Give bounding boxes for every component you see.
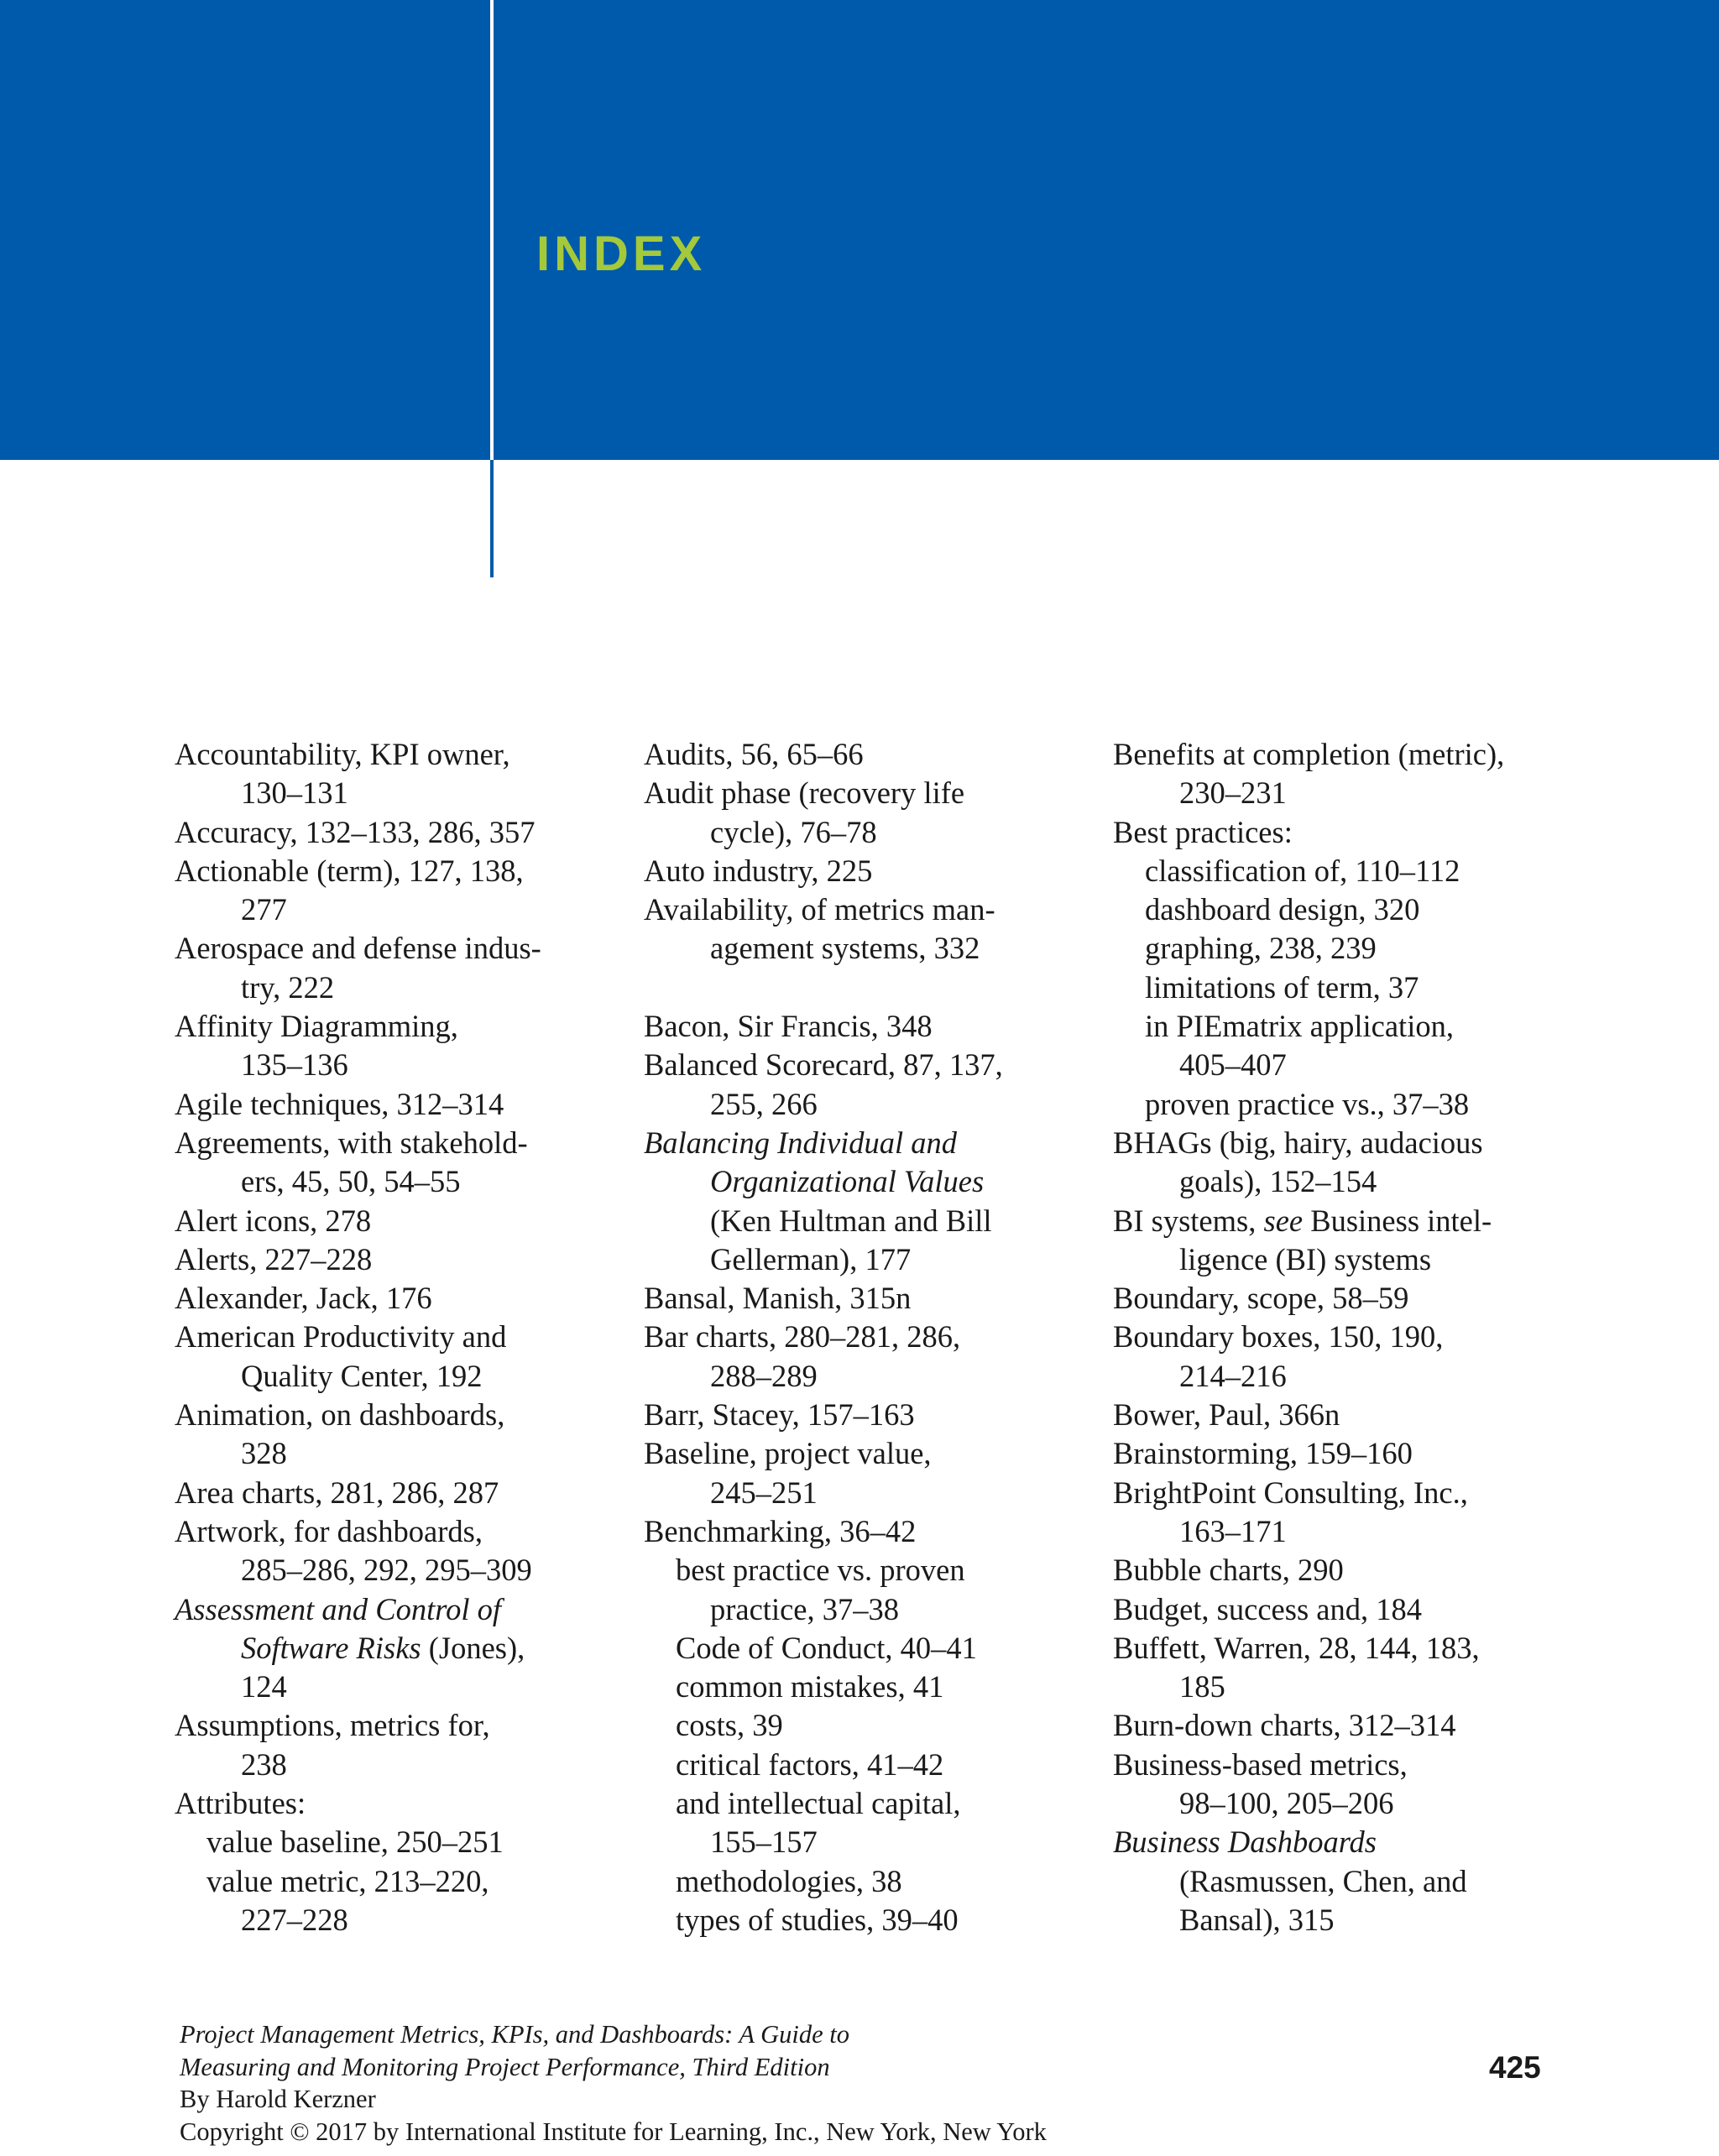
index-entry-text: Area charts, 281, 286, 287: [175, 1475, 499, 1510]
index-column-3: [1113, 735, 1566, 1939]
index-entry-text: Audits, 56, 65–66: [644, 737, 864, 771]
index-entry-text: classification of, 110–112: [1145, 853, 1460, 888]
index-entry-text: Bansal), 315: [1179, 1902, 1335, 1937]
copyright-line: Copyright © 2017 by International Institute for Learning, Inc., New York, New York: [180, 2117, 1047, 2146]
index-entry-line: [175, 1551, 611, 1590]
index-entry-line: [175, 1357, 611, 1396]
index-entry-text: BI systems,: [1113, 1203, 1264, 1238]
index-entry-text: (Jones),: [421, 1630, 525, 1665]
index-entry-line: [175, 1706, 611, 1745]
index-entry-text: Artwork, for dashboards,: [175, 1513, 483, 1548]
index-entry-line: [644, 1784, 1080, 1823]
index-entry-text: in PIEmatrix application,: [1145, 1009, 1454, 1044]
index-entry-line: [175, 1240, 611, 1279]
index-entry-line: [644, 1590, 1080, 1629]
index-entry-line: [1113, 1590, 1566, 1629]
index-entry-line: [1113, 1862, 1566, 1901]
index-entry-text: Aerospace and defense indus-: [175, 931, 541, 966]
index-entry-text: Best practices:: [1113, 814, 1293, 849]
footer-citation: [180, 2018, 1271, 2148]
index-entry-text: American Productivity and: [175, 1319, 507, 1355]
index-entry-line: [1113, 813, 1566, 852]
index-entry-text: 230–231: [1179, 775, 1287, 811]
index-column-2: [644, 735, 1080, 1939]
index-entry-text: Agreements, with stakehold-: [175, 1125, 528, 1160]
index-entry-line: [1113, 1279, 1566, 1318]
index-entry-line: [1113, 1706, 1566, 1745]
index-entry-text: Alerts, 227–228: [175, 1241, 373, 1276]
index-entry-text: best practice vs. proven: [676, 1553, 965, 1588]
index-entry-text: 98–100, 205–206: [1179, 1786, 1394, 1821]
index-entry-line: [644, 1551, 1080, 1590]
index-entry-text: Accountability, KPI owner,: [175, 737, 510, 771]
index-entry-italic: Business Dashboards: [1113, 1825, 1377, 1860]
index-entry-text: Business intel-: [1303, 1203, 1492, 1238]
index-entry-text: goals), 152–154: [1179, 1164, 1377, 1199]
index-entry-text: 214–216: [1179, 1358, 1287, 1393]
index-entry-line: [1113, 1007, 1566, 1046]
index-entry-line: [644, 1474, 1080, 1512]
index-entry-line: [644, 1901, 1080, 1939]
index-entry-line: [1113, 1396, 1566, 1434]
index-entry-text: Code of Conduct, 40–41: [676, 1630, 977, 1665]
index-entry-line: [644, 1240, 1080, 1279]
index-entry-line: [644, 1862, 1080, 1901]
index-entry-italic: Organizational Values: [710, 1164, 985, 1199]
index-spacer: [644, 968, 1080, 1007]
index-entry-text: Actionable (term), 127, 138,: [175, 853, 524, 888]
index-entry-line: [175, 1046, 611, 1084]
index-entry-text: 285–286, 292, 295–309: [241, 1553, 532, 1588]
index-entry-text: Agile techniques, 312–314: [175, 1086, 504, 1121]
index-entry-text: Bubble charts, 290: [1113, 1553, 1344, 1588]
index-entry-line: [644, 1202, 1080, 1240]
index-entry-line: [1113, 852, 1566, 890]
index-entry-text: 155–157: [710, 1825, 818, 1860]
index-entry-line: [644, 1823, 1080, 1861]
index-entry-italic: Software Risks: [241, 1630, 421, 1665]
index-entry-text: 130–131: [241, 775, 348, 811]
index-entry-text: costs, 39: [676, 1708, 783, 1743]
index-entry-text: Availability, of metrics man-: [644, 892, 995, 927]
index-entry-text: Quality Center, 192: [241, 1358, 483, 1393]
index-entry-italic: see: [1263, 1203, 1304, 1238]
index-entry-text: BrightPoint Consulting, Inc.,: [1113, 1475, 1468, 1510]
index-entry-text: Benchmarking, 36–42: [644, 1513, 917, 1548]
index-entry-line: [644, 1396, 1080, 1434]
index-entry-line: [1113, 1474, 1566, 1512]
index-entry-line: [175, 1007, 611, 1046]
index-entry-line: [644, 1085, 1080, 1124]
index-entry-line: [175, 1318, 611, 1356]
index-entry-text: agement systems, 332: [710, 931, 980, 966]
index-entry-line: [1113, 1162, 1566, 1201]
index-entry-text: 135–136: [241, 1047, 348, 1083]
index-entry-line: [175, 1629, 611, 1668]
index-entry-text: Business-based metrics,: [1113, 1746, 1408, 1782]
index-entry-line: [175, 890, 611, 929]
book-title-line-1: Project Management Metrics, KPIs, and Dashboards: A Guide to: [180, 2020, 849, 2049]
index-entry-text: 277: [241, 892, 287, 927]
index-entry-line: [644, 890, 1080, 929]
index-entry-line: [1113, 774, 1566, 812]
index-entry-text: ligence (BI) systems: [1179, 1241, 1432, 1276]
index-entry-text: Accuracy, 132–133, 286, 357: [175, 814, 536, 849]
index-entry-text: limitations of term, 37: [1145, 969, 1419, 1005]
page-title: INDEX: [536, 227, 707, 281]
header-banner: [0, 0, 1719, 460]
index-entry-text: 288–289: [710, 1358, 818, 1393]
index-entry-line: [644, 1434, 1080, 1473]
index-entry-line: [175, 1590, 611, 1629]
index-entry-text: cycle), 76–78: [710, 814, 877, 849]
index-entry-line: [644, 774, 1080, 812]
index-entry-text: value metric, 213–220,: [206, 1863, 489, 1898]
index-entry-line: [644, 1007, 1080, 1046]
index-entry-text: Baseline, project value,: [644, 1436, 932, 1471]
index-entry-line: [1113, 1124, 1566, 1162]
index-entry-text: methodologies, 38: [676, 1863, 902, 1898]
index-entry-line: [1113, 735, 1566, 774]
index-entry-line: [644, 1318, 1080, 1356]
index-entry-text: Boundary boxes, 150, 190,: [1113, 1319, 1444, 1355]
index-entry-text: 124: [241, 1669, 287, 1704]
index-entry-text: 238: [241, 1746, 287, 1782]
index-entry-text: 163–171: [1179, 1513, 1287, 1548]
index-entry-line: [175, 968, 611, 1007]
index-entry-text: Audit phase (recovery life: [644, 775, 965, 811]
index-entry-text: BHAGs (big, hairy, audacious: [1113, 1125, 1483, 1160]
index-entry-text: Bar charts, 280–281, 286,: [644, 1319, 961, 1355]
index-entry-line: [175, 1746, 611, 1784]
index-entry-line: [1113, 1046, 1566, 1084]
index-entry-line: [644, 852, 1080, 890]
index-entry-line: [1113, 1240, 1566, 1279]
index-entry-text: Affinity Diagramming,: [175, 1009, 458, 1044]
index-entry-text: Assumptions, metrics for,: [175, 1708, 490, 1743]
index-entry-text: 227–228: [241, 1902, 348, 1937]
index-entry-line: [175, 1862, 611, 1901]
index-column-1: [175, 735, 611, 1939]
index-entry-text: value baseline, 250–251: [206, 1825, 504, 1860]
index-entry-line: [1113, 1202, 1566, 1240]
index-entry-line: [175, 1162, 611, 1201]
index-entry-line: [644, 1357, 1080, 1396]
book-title-line-2: Measuring and Monitoring Project Performance, Third Edition: [180, 2052, 830, 2081]
index-entry-text: (Ken Hultman and Bill: [710, 1203, 992, 1238]
index-entry-text: Burn-down charts, 312–314: [1113, 1708, 1456, 1743]
index-entry-line: [175, 735, 611, 774]
index-entry-text: proven practice vs., 37–38: [1145, 1086, 1470, 1121]
index-entry-line: [1113, 1318, 1566, 1356]
index-entry-line: [175, 1202, 611, 1240]
page-number: 425: [1489, 2050, 1541, 2085]
index-entry-line: [175, 813, 611, 852]
index-entry-text: practice, 37–38: [710, 1591, 899, 1626]
index-entry-line: [1113, 1901, 1566, 1939]
index-entry-text: 328: [241, 1436, 287, 1471]
index-entry-line: [1113, 1551, 1566, 1590]
index-entry-text: Animation, on dashboards,: [175, 1397, 505, 1433]
index-entry-line: [644, 735, 1080, 774]
index-entry-text: 245–251: [710, 1475, 818, 1510]
index-entry-line: [1113, 1512, 1566, 1551]
index-entry-line: [175, 1396, 611, 1434]
index-entry-line: [175, 1434, 611, 1473]
vertical-rule-top: [490, 0, 494, 460]
index-entry-text: Alexander, Jack, 176: [175, 1281, 432, 1316]
index-entry-line: [644, 1162, 1080, 1201]
index-entry-line: [644, 1706, 1080, 1745]
index-entry-text: 255, 266: [710, 1086, 818, 1121]
index-entry-text: ers, 45, 50, 54–55: [241, 1164, 461, 1199]
index-entry-line: [175, 1124, 611, 1162]
index-entry-line: [175, 1901, 611, 1939]
index-entry-text: Balanced Scorecard, 87, 137,: [644, 1047, 1003, 1083]
index-entry-text: Bacon, Sir Francis, 348: [644, 1009, 933, 1044]
index-entry-text: dashboard design, 320: [1145, 892, 1420, 927]
index-entry-line: [175, 1474, 611, 1512]
index-entry-text: and intellectual capital,: [676, 1786, 961, 1821]
index-entry-line: [1113, 890, 1566, 929]
index-entry-line: [644, 929, 1080, 968]
index-entry-line: [1113, 1085, 1566, 1124]
index-entry-line: [175, 1823, 611, 1861]
index-entry-line: [175, 1784, 611, 1823]
index-entry-text: Attributes:: [175, 1786, 306, 1821]
index-entry-line: [644, 1746, 1080, 1784]
author-line: By Harold Kerzner: [180, 2085, 376, 2113]
index-entry-line: [1113, 1668, 1566, 1706]
index-entry-text: types of studies, 39–40: [676, 1902, 959, 1937]
index-entry-line: [1113, 1629, 1566, 1668]
index-entry-line: [1113, 1784, 1566, 1823]
index-entry-line: [1113, 1823, 1566, 1861]
index-entry-line: [1113, 1434, 1566, 1473]
index-entry-text: (Rasmussen, Chen, and: [1179, 1863, 1467, 1898]
index-entry-text: Benefits at completion (metric),: [1113, 737, 1505, 771]
index-entry-line: [644, 1279, 1080, 1318]
index-entry-text: Barr, Stacey, 157–163: [644, 1397, 915, 1433]
index-entry-text: 185: [1179, 1669, 1225, 1704]
index-entry-italic: Balancing Individual and: [644, 1125, 958, 1160]
index-entry-line: [1113, 1357, 1566, 1396]
index-entry-line: [175, 1512, 611, 1551]
index-entry-line: [175, 1085, 611, 1124]
index-entry-text: Budget, success and, 184: [1113, 1591, 1422, 1626]
index-entry-text: critical factors, 41–42: [676, 1746, 944, 1782]
index-entry-line: [1113, 929, 1566, 968]
index-entry-line: [644, 1124, 1080, 1162]
index-entry-line: [175, 774, 611, 812]
index-entry-line: [644, 813, 1080, 852]
index-entry-line: [1113, 1746, 1566, 1784]
index-entry-text: 405–407: [1179, 1047, 1287, 1083]
index-entry-text: Gellerman), 177: [710, 1241, 912, 1276]
index-entry-text: Bansal, Manish, 315n: [644, 1281, 912, 1316]
index-entry-text: try, 222: [241, 969, 335, 1005]
index-entry-text: Boundary, scope, 58–59: [1113, 1281, 1409, 1316]
index-entry-line: [644, 1512, 1080, 1551]
index-entry-line: [644, 1668, 1080, 1706]
index-entry-line: [644, 1046, 1080, 1084]
index-entry-line: [1113, 968, 1566, 1007]
index-entry-text: graphing, 238, 239: [1145, 931, 1377, 966]
index-entry-text: common mistakes, 41: [676, 1669, 944, 1704]
index-entry-line: [175, 852, 611, 890]
index-entry-text: Bower, Paul, 366n: [1113, 1397, 1340, 1433]
index-entry-text: Auto industry, 225: [644, 853, 873, 888]
index-entry-line: [175, 1668, 611, 1706]
index-entry-line: [175, 1279, 611, 1318]
index-entry-text: Brainstorming, 159–160: [1113, 1436, 1413, 1471]
index-entry-line: [644, 1629, 1080, 1668]
index-entry-text: Buffett, Warren, 28, 144, 183,: [1113, 1630, 1480, 1665]
index-entry-text: Alert icons, 278: [175, 1203, 372, 1238]
index-entry-italic: Assessment and Control of: [175, 1591, 502, 1626]
vertical-rule-bottom: [490, 460, 494, 577]
index-entry-line: [175, 929, 611, 968]
